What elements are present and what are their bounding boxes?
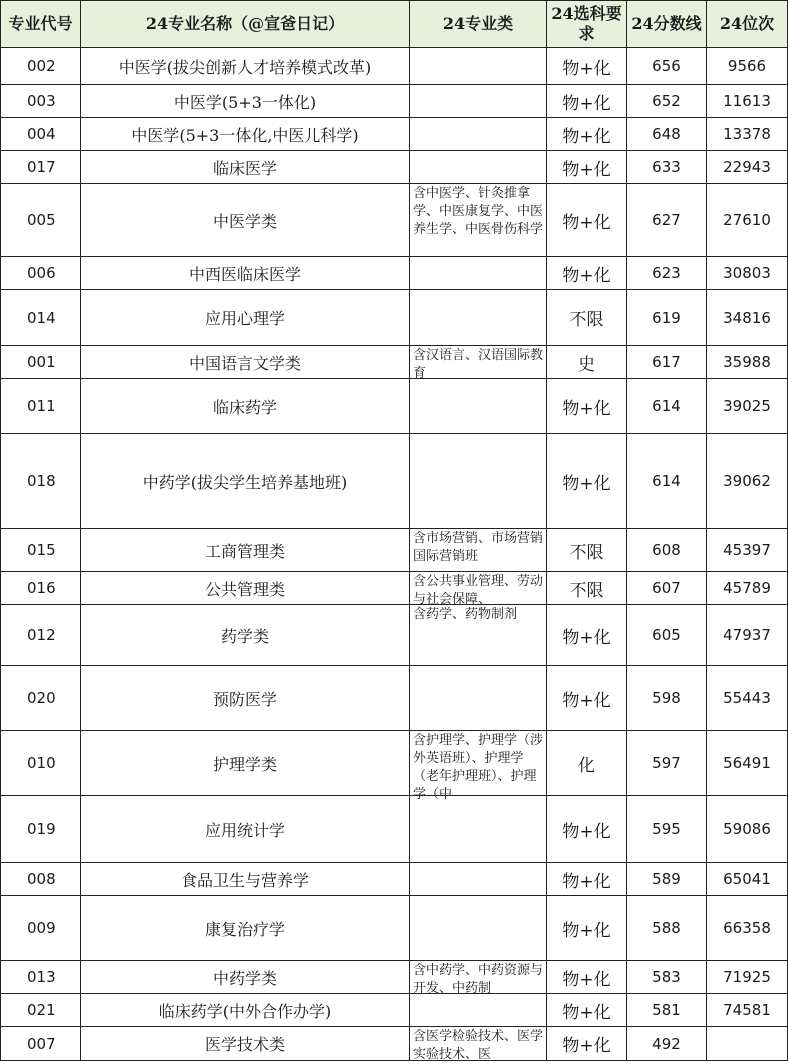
cell-score: 648 <box>627 118 707 151</box>
cell-score: 492 <box>627 1027 707 1061</box>
cell-requirement: 化 <box>547 731 627 796</box>
cell-code: 001 <box>1 346 81 379</box>
cell-code: 020 <box>1 666 81 731</box>
cell-rank: 35988 <box>707 346 788 379</box>
cell-code: 006 <box>1 257 81 290</box>
table-row <box>1 529 788 572</box>
cell-rank: 65041 <box>707 863 788 896</box>
cell-rank: 59086 <box>707 796 788 863</box>
cell-name: 预防医学 <box>81 666 410 731</box>
table-row <box>1 346 788 379</box>
cell-category <box>410 48 547 85</box>
cell-name: 中国语言文学类 <box>81 346 410 379</box>
cell-requirement: 物+化 <box>547 994 627 1027</box>
cell-code: 018 <box>1 434 81 529</box>
table-row <box>1 666 788 731</box>
table-row <box>1 572 788 605</box>
cell-category <box>410 379 547 434</box>
cell-score: 656 <box>627 48 707 85</box>
table-row <box>1 731 788 796</box>
cell-score: 581 <box>627 994 707 1027</box>
cell-rank: 47937 <box>707 605 788 666</box>
cell-name: 中医学类 <box>81 184 410 257</box>
cell-category <box>410 731 547 802</box>
cell-requirement: 不限 <box>547 572 627 605</box>
cell-rank: 27610 <box>707 184 788 257</box>
cell-rank: 9566 <box>707 48 788 85</box>
header-score: 24分数线 <box>627 1 707 48</box>
cell-code: 007 <box>1 1027 81 1061</box>
cell-score: 583 <box>627 961 707 994</box>
cell-category <box>410 434 547 529</box>
category-note: 含汉语言、汉语国际教育 <box>413 348 544 381</box>
table-row <box>1 896 788 961</box>
cell-code: 019 <box>1 796 81 863</box>
cell-rank: 45397 <box>707 529 788 572</box>
category-note: 含医学检验技术、医学实验技术、医 <box>413 1029 544 1062</box>
cell-category <box>410 572 547 605</box>
category-note: 含中药学、中药资源与开发、中药制 <box>413 963 544 996</box>
cell-name: 中医学(拔尖创新人才培养模式改革) <box>81 48 410 85</box>
category-note: 含药学、药物制剂 <box>413 607 518 622</box>
cell-score: 633 <box>627 151 707 184</box>
cell-code: 012 <box>1 605 81 666</box>
cell-requirement: 物+化 <box>547 118 627 151</box>
cell-requirement: 物+化 <box>547 151 627 184</box>
header-requirement: 24选科要求 <box>547 1 627 48</box>
cell-name: 应用心理学 <box>81 290 410 346</box>
cell-code: 011 <box>1 379 81 434</box>
cell-category <box>410 796 547 863</box>
cell-category <box>410 290 547 346</box>
table-row <box>1 796 788 863</box>
cell-code: 013 <box>1 961 81 994</box>
cell-score: 614 <box>627 379 707 434</box>
cell-category <box>410 529 547 572</box>
cell-rank: 30803 <box>707 257 788 290</box>
cell-score: 619 <box>627 290 707 346</box>
cell-name: 中药学类 <box>81 961 410 994</box>
category-note: 含中医学、针灸推拿学、中医康复学、中医养生学、中医骨伤科学 <box>413 186 544 237</box>
cell-rank: 39025 <box>707 379 788 434</box>
cell-score: 608 <box>627 529 707 572</box>
cell-score: 598 <box>627 666 707 731</box>
category-note: 含市场营销、市场营销国际营销班 <box>413 531 544 564</box>
cell-name: 公共管理类 <box>81 572 410 605</box>
cell-score: 627 <box>627 184 707 257</box>
cell-code: 009 <box>1 896 81 961</box>
header-name: 24专业名称（@宣爸日记） <box>81 1 410 48</box>
cell-requirement: 物+化 <box>547 184 627 257</box>
cell-category <box>410 666 547 731</box>
cell-score: 589 <box>627 863 707 896</box>
cell-requirement: 物+化 <box>547 48 627 85</box>
cell-rank: 13378 <box>707 118 788 151</box>
cell-requirement: 物+化 <box>547 896 627 961</box>
cell-name: 药学类 <box>81 605 410 666</box>
table-row <box>1 257 788 290</box>
table-row <box>1 863 788 896</box>
cell-rank: 39062 <box>707 434 788 529</box>
table-row <box>1 290 788 346</box>
cell-name: 医学技术类 <box>81 1027 410 1061</box>
cell-code: 017 <box>1 151 81 184</box>
cell-requirement: 物+化 <box>547 666 627 731</box>
cell-requirement: 不限 <box>547 290 627 346</box>
cell-rank: 45789 <box>707 572 788 605</box>
cell-category <box>410 605 547 666</box>
category-note: 含护理学、护理学（涉外英语班）、护理学（老年护理班）、护理学（中 <box>413 733 544 802</box>
cell-name: 中药学(拔尖学生培养基地班) <box>81 434 410 529</box>
cell-score: 623 <box>627 257 707 290</box>
cell-name: 工商管理类 <box>81 529 410 572</box>
cell-requirement: 物+化 <box>547 863 627 896</box>
table-row <box>1 48 788 85</box>
cell-rank: 74581 <box>707 994 788 1027</box>
cell-rank: 56491 <box>707 731 788 796</box>
cell-code: 021 <box>1 994 81 1027</box>
cell-code: 004 <box>1 118 81 151</box>
table-row <box>1 118 788 151</box>
cell-rank: 66358 <box>707 896 788 961</box>
cell-category <box>410 346 547 379</box>
cell-name: 临床医学 <box>81 151 410 184</box>
cell-rank: 55443 <box>707 666 788 731</box>
cell-category <box>410 1027 547 1061</box>
cell-rank: 71925 <box>707 961 788 994</box>
cell-score: 597 <box>627 731 707 796</box>
cell-rank: 11613 <box>707 85 788 118</box>
table-row <box>1 151 788 184</box>
cell-requirement: 物+化 <box>547 961 627 994</box>
cell-category <box>410 151 547 184</box>
cell-score: 607 <box>627 572 707 605</box>
cell-score: 614 <box>627 434 707 529</box>
cell-score: 617 <box>627 346 707 379</box>
cell-code: 008 <box>1 863 81 896</box>
category-note: 含公共事业管理、劳动与社会保障、 <box>413 574 544 607</box>
table-body <box>1 48 788 1061</box>
cell-requirement: 物+化 <box>547 796 627 863</box>
cell-code: 014 <box>1 290 81 346</box>
cell-rank: 22943 <box>707 151 788 184</box>
table-row <box>1 184 788 257</box>
cell-requirement: 史 <box>547 346 627 379</box>
cell-score: 588 <box>627 896 707 961</box>
cell-code: 015 <box>1 529 81 572</box>
cell-name: 护理学类 <box>81 731 410 796</box>
table-row <box>1 1027 788 1061</box>
cell-name: 临床药学(中外合作办学) <box>81 994 410 1027</box>
cell-category <box>410 184 547 257</box>
table-row <box>1 379 788 434</box>
cell-requirement: 物+化 <box>547 1027 627 1061</box>
cell-code: 002 <box>1 48 81 85</box>
cell-requirement: 物+化 <box>547 257 627 290</box>
cell-category <box>410 257 547 290</box>
cell-rank: 34816 <box>707 290 788 346</box>
cell-code: 005 <box>1 184 81 257</box>
cell-category <box>410 863 547 896</box>
cell-name: 中西医临床医学 <box>81 257 410 290</box>
cell-name: 中医学(5+3一体化,中医儿科学) <box>81 118 410 151</box>
cell-requirement: 物+化 <box>547 605 627 666</box>
cell-category <box>410 994 547 1027</box>
cell-name: 应用统计学 <box>81 796 410 863</box>
header-rank: 24位次 <box>707 1 788 48</box>
cell-name: 中医学(5+3一体化) <box>81 85 410 118</box>
cell-score: 605 <box>627 605 707 666</box>
cell-name: 临床药学 <box>81 379 410 434</box>
cell-code: 010 <box>1 731 81 796</box>
cell-rank <box>707 1027 788 1061</box>
cell-category <box>410 896 547 961</box>
cell-requirement: 物+化 <box>547 379 627 434</box>
header-code: 专业代号 <box>1 1 81 48</box>
table-row <box>1 961 788 994</box>
cell-requirement: 物+化 <box>547 434 627 529</box>
cell-score: 652 <box>627 85 707 118</box>
cell-name: 食品卫生与营养学 <box>81 863 410 896</box>
cell-code: 016 <box>1 572 81 605</box>
cell-category <box>410 118 547 151</box>
cell-requirement: 不限 <box>547 529 627 572</box>
cell-name: 康复治疗学 <box>81 896 410 961</box>
table-row <box>1 434 788 529</box>
header-row <box>1 1 788 48</box>
table-row <box>1 994 788 1027</box>
cell-category <box>410 961 547 994</box>
cell-requirement: 物+化 <box>547 85 627 118</box>
cell-category <box>410 85 547 118</box>
cell-code: 003 <box>1 85 81 118</box>
header-category: 24专业类 <box>410 1 547 48</box>
cell-score: 595 <box>627 796 707 863</box>
table-row <box>1 85 788 118</box>
table-row <box>1 605 788 666</box>
